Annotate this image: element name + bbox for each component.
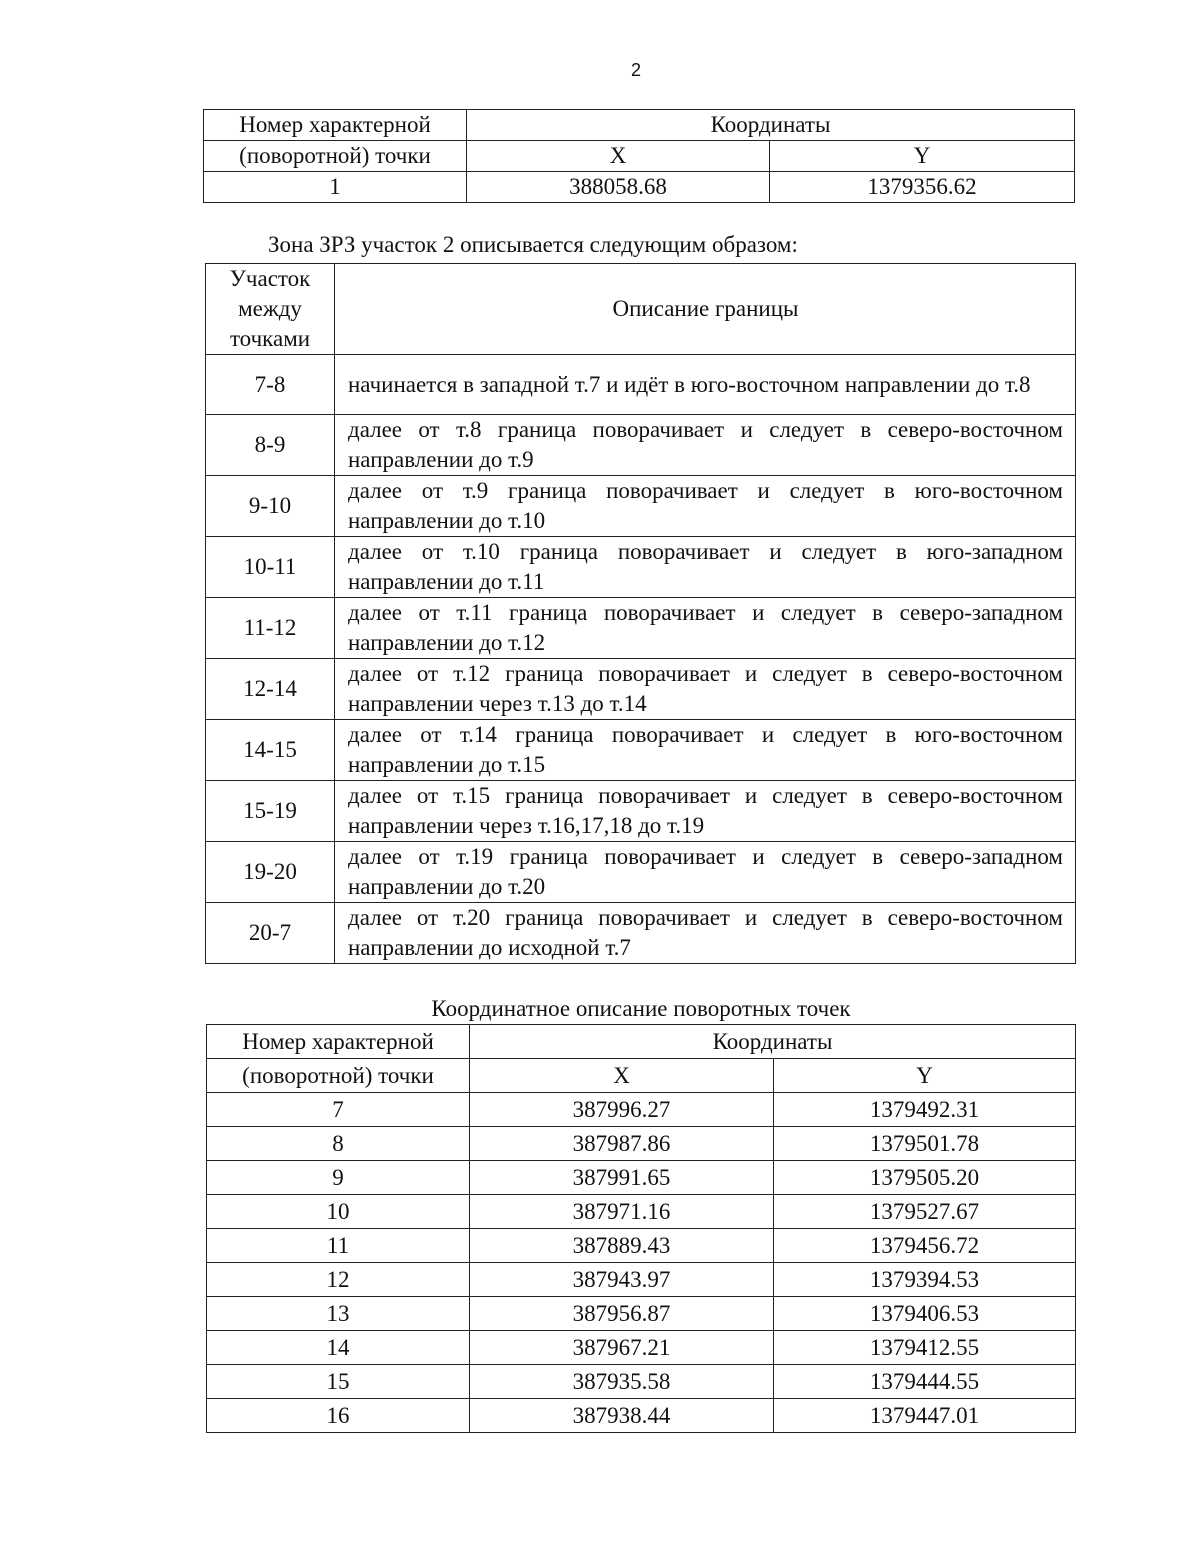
x-coordinate-cell: 387967.21 (470, 1331, 774, 1365)
header-segment-line: между (238, 296, 302, 321)
segment-cell: 11-12 (206, 598, 335, 659)
segment-cell: 7-8 (206, 355, 335, 415)
table-row (204, 172, 1075, 203)
y-coordinate-cell: 1379412.55 (774, 1331, 1076, 1365)
header-segment (206, 264, 335, 355)
table-row (207, 1297, 1076, 1331)
page-number: 2 (630, 60, 641, 80)
table-row (206, 781, 1076, 842)
x-coordinate-cell: 388058.68 (467, 172, 770, 203)
table-row (207, 1331, 1076, 1365)
header-description: Описание границы (335, 264, 1076, 355)
description-cell: далее от т.9 граница поворачивает и следует в юго-восточном направлении до т.10 (335, 476, 1076, 537)
table-row (207, 1093, 1076, 1127)
description-cell: далее от т.8 граница поворачивает и следует в северо-восточном направлении до т.9 (335, 415, 1076, 476)
header-point-number: (поворотной) точки (207, 1059, 470, 1093)
table-row (206, 355, 1076, 415)
x-coordinate-cell: 387935.58 (470, 1365, 774, 1399)
segment-cell: 8-9 (206, 415, 335, 476)
y-coordinate-cell: 1379505.20 (774, 1161, 1076, 1195)
description-cell: далее от т.12 граница поворачивает и следует в северо-восточном направлении через т.13 до т.14 (335, 659, 1076, 720)
table-row (206, 720, 1076, 781)
description-cell: далее от т.10 граница поворачивает и следует в юго-западном направлении до т.11 (335, 537, 1076, 598)
boundary-description-table (205, 263, 1076, 964)
description-cell: далее от т.19 граница поворачивает и следует в северо-западном направлении до т.20 (335, 842, 1076, 903)
point-number-cell: 13 (207, 1297, 470, 1331)
x-coordinate-cell: 387943.97 (470, 1263, 774, 1297)
segment-cell: 15-19 (206, 781, 335, 842)
y-coordinate-cell: 1379447.01 (774, 1399, 1076, 1433)
header-segment-line: точками (229, 326, 311, 351)
point-number-cell: 11 (207, 1229, 470, 1263)
segment-cell: 9-10 (206, 476, 335, 537)
section-heading: Зона ЗРЗ участок 2 описывается следующим образом: (268, 232, 798, 257)
table-header-row (204, 141, 1075, 172)
header-point-number: (поворотной) точки (204, 141, 467, 172)
y-coordinate-cell: 1379394.53 (774, 1263, 1076, 1297)
header-x: X (467, 141, 770, 172)
header-y: Y (770, 141, 1075, 172)
table-caption: Координатное описание поворотных точек (431, 996, 851, 1021)
y-coordinate-cell: 1379492.31 (774, 1093, 1076, 1127)
table-row (207, 1161, 1076, 1195)
description-cell: далее от т.20 граница поворачивает и следует в северо-восточном направлении до исходной т.7 (335, 903, 1076, 964)
y-coordinate-cell: 1379501.78 (774, 1127, 1076, 1161)
table-row (207, 1229, 1076, 1263)
header-segment-line: Участок (229, 266, 311, 291)
x-coordinate-cell: 387956.87 (470, 1297, 774, 1331)
x-coordinate-cell: 387971.16 (470, 1195, 774, 1229)
table-row (207, 1263, 1076, 1297)
table-header-row (204, 110, 1075, 141)
header-point-number: Номер характерной (207, 1025, 470, 1059)
table-row (206, 415, 1076, 476)
x-coordinate-cell: 387987.86 (470, 1127, 774, 1161)
table-row (206, 903, 1076, 964)
point-number-cell: 16 (207, 1399, 470, 1433)
y-coordinate-cell: 1379527.67 (774, 1195, 1076, 1229)
description-cell: начинается в западной т.7 и идёт в юго-восточном направлении до т.8 (335, 355, 1076, 415)
table-header-row (207, 1025, 1076, 1059)
table-row (207, 1195, 1076, 1229)
header-x: X (470, 1059, 774, 1093)
x-coordinate-cell: 387889.43 (470, 1229, 774, 1263)
header-point-number: Номер характерной (204, 110, 467, 141)
x-coordinate-cell: 387991.65 (470, 1161, 774, 1195)
header-coordinates: Координаты (467, 110, 1075, 141)
table-row (206, 659, 1076, 720)
point-number-cell: 10 (207, 1195, 470, 1229)
table-header-row (207, 1059, 1076, 1093)
description-cell: далее от т.14 граница поворачивает и следует в юго-восточном направлении до т.15 (335, 720, 1076, 781)
coordinates-table-point-1 (203, 109, 1075, 203)
table-row (207, 1127, 1076, 1161)
table-row (207, 1365, 1076, 1399)
segment-cell: 14-15 (206, 720, 335, 781)
segment-cell: 19-20 (206, 842, 335, 903)
y-coordinate-cell: 1379406.53 (774, 1297, 1076, 1331)
description-cell: далее от т.15 граница поворачивает и следует в северо-восточном направлении через т.16,17,18 до т.19 (335, 781, 1076, 842)
point-number-cell: 1 (204, 172, 467, 203)
x-coordinate-cell: 387938.44 (470, 1399, 774, 1433)
point-number-cell: 12 (207, 1263, 470, 1297)
point-number-cell: 15 (207, 1365, 470, 1399)
point-number-cell: 7 (207, 1093, 470, 1127)
table-row (206, 598, 1076, 659)
point-number-cell: 9 (207, 1161, 470, 1195)
y-coordinate-cell: 1379356.62 (770, 172, 1075, 203)
point-number-cell: 8 (207, 1127, 470, 1161)
segment-cell: 20-7 (206, 903, 335, 964)
header-y: Y (774, 1059, 1076, 1093)
y-coordinate-cell: 1379444.55 (774, 1365, 1076, 1399)
header-coordinates: Координаты (470, 1025, 1076, 1059)
table-row (206, 537, 1076, 598)
segment-cell: 10-11 (206, 537, 335, 598)
point-number-cell: 14 (207, 1331, 470, 1365)
description-cell: далее от т.11 граница поворачивает и следует в северо-западном направлении до т.12 (335, 598, 1076, 659)
table-row (207, 1399, 1076, 1433)
coordinates-table-points-7-16 (206, 1024, 1076, 1433)
table-header-row (206, 264, 1076, 355)
segment-cell: 12-14 (206, 659, 335, 720)
table-row (206, 476, 1076, 537)
table-row (206, 842, 1076, 903)
x-coordinate-cell: 387996.27 (470, 1093, 774, 1127)
y-coordinate-cell: 1379456.72 (774, 1229, 1076, 1263)
